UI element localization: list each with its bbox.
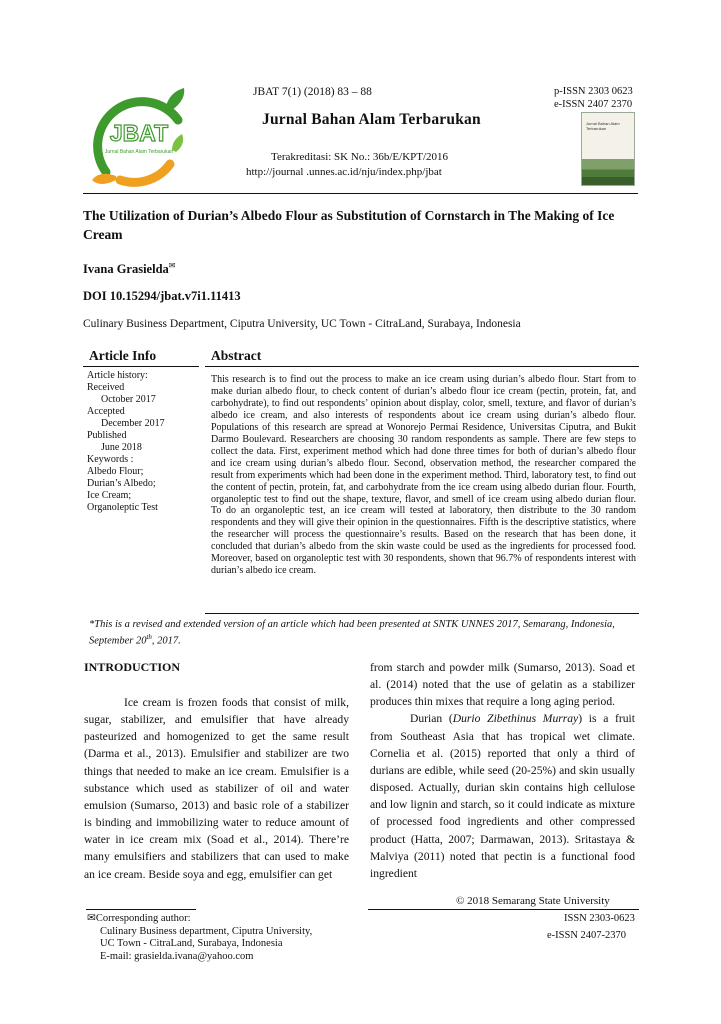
journal-name: Jurnal Bahan Alam Terbarukan bbox=[262, 111, 481, 128]
history-label: Article history: bbox=[87, 370, 148, 381]
received-date: October 2017 bbox=[101, 394, 156, 405]
header-issn-online: e-ISSN 2407 2370 bbox=[554, 99, 633, 110]
keyword-item: Organoleptic Test bbox=[87, 502, 158, 513]
header-divider bbox=[83, 193, 638, 194]
header-issn-print: p-ISSN 2303 0623 bbox=[554, 86, 633, 97]
jbat-logo bbox=[86, 84, 190, 188]
corr-heading bbox=[87, 913, 312, 926]
abstract-heading: Abstract bbox=[211, 348, 262, 363]
durian-text-a: Durian ( bbox=[410, 712, 453, 726]
corresponding-author bbox=[87, 913, 312, 963]
corr-email[interactable]: E-mail: grasielda.ivana@yahoo.com bbox=[100, 950, 254, 962]
published-label: Published bbox=[87, 430, 127, 441]
note-text-b: , 2017. bbox=[151, 635, 181, 647]
body-paragraph: Ice cream is frozen foods that consist of milk, sugar, stabilizer, and emulsifier that have already pasteurized and homogenized to get the same result (Darma et al., 2013). Emulsifier and stabilizer are two things that needed to make an ice cream. Emulsifier is a substance which used as stabilizer of oil and water emulsion (Sumarso, 2013) and basic role of a stabilizer is binding and immobilizing water to reduce amount of water in ice cream mix (Soad et al., 2014). There’re many emulsifiers and stabilizers that can used to make an ice cream. Beside soya and egg, emulsifier can get bbox=[84, 696, 349, 881]
body-column-right bbox=[370, 659, 635, 882]
article-info-divider bbox=[83, 366, 199, 367]
corr-line-1: Culinary Business department, Ciputra University, bbox=[100, 925, 313, 937]
footer-divider-right bbox=[368, 909, 639, 910]
durian-text-b: ) is a fruit from Southeast Asia that has tropical wet climate. Cornelia et al. (2015) reported that only a third of durians are edible, while seed (20-25%) and skin usually disposed. Actually, durian skin contains high cellulose and low lignin and starch, so it could indicate as mixture of processed food ingredients and other compressed product (Hatta, 2007; Darmawan, 2013). Sritastaya & Malviya (2011) noted that pectin is a functional food ingredient bbox=[370, 712, 635, 880]
author-text: Ivana Grasielda bbox=[83, 262, 169, 277]
received-label: Received bbox=[87, 382, 125, 393]
keyword-item: Albedo Flour; bbox=[87, 466, 144, 477]
abstract-divider bbox=[205, 366, 639, 367]
keyword-item: Ice Cream; bbox=[87, 490, 132, 501]
affiliation: Culinary Business Department, Ciputra University, UC Town - CitraLand, Surabaya, Indonesia bbox=[83, 318, 521, 330]
published-date: June 2018 bbox=[101, 442, 142, 453]
footer-issn-print: ISSN 2303-0623 bbox=[564, 913, 635, 924]
body-paragraph-durian bbox=[370, 710, 635, 882]
accepted-label: Accepted bbox=[87, 406, 125, 417]
logo-subtext: Jurnal Bahan Alam Terbarukan bbox=[104, 149, 174, 155]
journal-cover-thumbnail bbox=[581, 112, 635, 186]
copyright: © 2018 Semarang State University bbox=[456, 895, 610, 907]
abstract-bottom-divider bbox=[205, 613, 639, 614]
body-paragraph: from starch and powder milk (Sumarso, 2013). Soad et al. (2014) noted that the use of gelatin as a stabilizer produces thin mixes that require a long aging period. bbox=[370, 661, 635, 709]
envelope-icon: ✉ bbox=[168, 261, 176, 270]
journal-citation: JBAT 7(1) (2018) 83 – 88 bbox=[253, 86, 372, 98]
accreditation: Terakreditasi: SK No.: 36b/E/KPT/2016 bbox=[271, 151, 449, 163]
cover-title: Jurnal Bahan Alam Terbarukan bbox=[586, 121, 620, 131]
author-name bbox=[83, 261, 175, 277]
keyword-item: Durian’s Albedo; bbox=[87, 478, 156, 489]
logo-text: JBAT bbox=[109, 120, 169, 146]
note-text-a: *This is a revised and extended version of an article which had been presented at SNTK UNNES 2017, Semarang, Indonesia, September 20 bbox=[89, 619, 615, 647]
note-sup: th bbox=[146, 633, 152, 641]
keywords-label: Keywords : bbox=[87, 454, 134, 465]
footer-divider-left bbox=[86, 909, 196, 910]
doi[interactable]: DOI 10.15294/jbat.v7i1.11413 bbox=[83, 289, 241, 303]
article-info-heading: Article Info bbox=[89, 348, 157, 363]
corr-label: Corresponding author: bbox=[95, 913, 191, 924]
abstract-text: This research is to find out the process to make an ice cream using durian’s albedo flour. Start from to make durian albedo flour, to check content of durian’s albedo flour ice cream (pectin, protein, fat, and carbohydrate), to find out respondents’ opinion about display, color, smell, texture, and flavor of durian’s albedo ice cream, and also interests of respondents about ice cream using durian’s albedo flour. Populations of this research are spread at Wonorejo Permai Residence, Universitas Ciputra, and Bukit Darmo Boulevard. Researchers are choosing 30 random respondents as sample. There are few steps to collect the data. First, experiment method which had done three times for both of durian’s albedo flour and ice cream using durian’s albedo flour. Second, observation method, the researcher compared the result from experiments which had been done in the experiment method. Third, laboratory test, to find out the content of pectin, protein, fat, and carbohydrate from the ice cream using albedo durian flour. Fourth, organoleptic test to find out the shape, texture, flavor, and smell of ice cream using albedo durian flour. To do an organoleptic test, an ice cream will tested at laboratory, then distribute to the 30 random respondents and they will give their opinion in the questionnaires. Fifth is the descriptive statistics, where the researcher will process the questionnaire’s results. Based on the research that has been done, it concluded that durian’s albedo from the skin waste could be used as the ingredients for processed food. Moreover, based on organoleptic test with 30 respondents, shown that 96.7% of respondents interest with durian’s albedo ice cream. bbox=[211, 374, 636, 577]
revision-note bbox=[89, 618, 637, 648]
article-title: The Utilization of Durian’s Albedo Flour as Substitution of Cornstarch in The Making of Ice Cream bbox=[83, 208, 615, 242]
envelope-icon: ✉ bbox=[87, 913, 96, 924]
article-info-list bbox=[87, 370, 202, 514]
corr-line-2: UC Town - CitraLand, Surabaya, Indonesia bbox=[100, 938, 283, 949]
species-name: Durio Zibethinus Murray bbox=[452, 712, 579, 726]
footer-issn-online: e-ISSN 2407-2370 bbox=[547, 930, 627, 941]
body-column-left bbox=[84, 694, 349, 883]
cover-image bbox=[582, 159, 634, 185]
accepted-date: December 2017 bbox=[101, 418, 165, 429]
introduction-heading: INTRODUCTION bbox=[84, 660, 181, 674]
journal-url[interactable]: http://journal .unnes.ac.id/nju/index.php/jbat bbox=[246, 166, 442, 178]
